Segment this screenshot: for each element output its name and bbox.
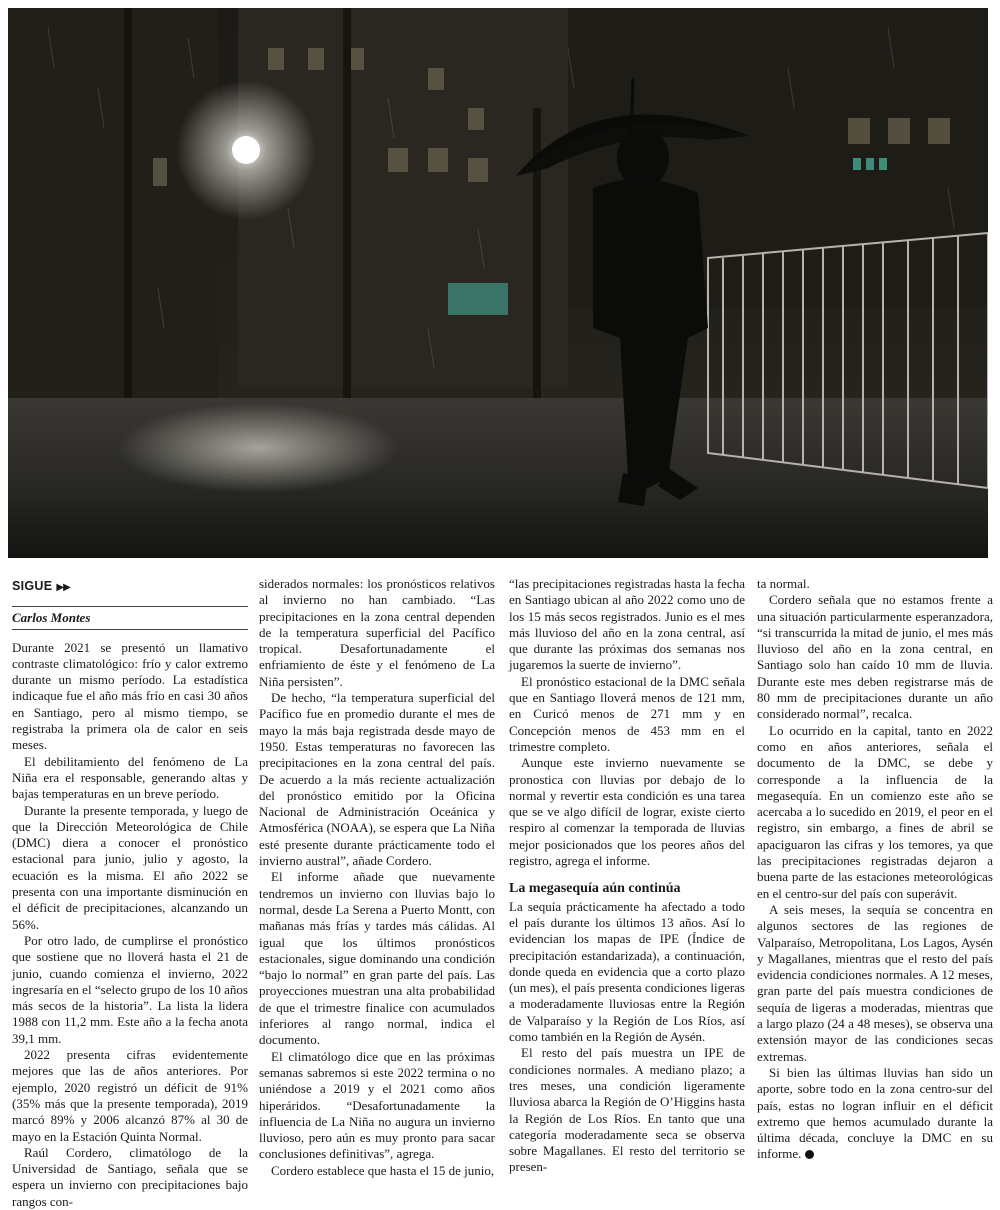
paragraph: Durante 2021 se presentó un llamativo contraste climatológico: frío y calor extremo durante un mismo período. La estadística indicaque fue el año más frío en casi 30 años en Santiago, pero al mismo tiempo, se registraba la primera ola de calor en seis meses. [12,639,248,753]
paragraph: El climatólogo dice que en las próximas semanas sabremos si este 2022 termina o no uniéndose a 2019 y el 2021 como años hiperáridos. “Desafortunadamente la influencia de La Niña no augura un invierno lluvioso, pero aún es muy pronto para sacar conclusiones definitivas”, agrega. [259,1048,495,1162]
paragraph: 2022 presenta cifras evidentemente mejores que las de años anteriores. Por ejemplo, 2020 registró un déficit de 91% (35% más que la presente temporada), 2019 marcó 89% y 2006 alcanzó 87% al 30 de mayo en la Estación Quinta Normal. [12,1047,248,1144]
paragraph: El informe añade que nuevamente tendremos un invierno con lluvias bajo lo normal, desde La Serena a Puerto Montt, con mañanas más frías y tardes más cálidas. Al igual que los últimos pronósticos estacionales, sigue dominando una condición “bajo lo normal” en gran parte del país. Las proyecciones muestran una alta probabilidad de que el trimestre finalice con acumulados inferiores al rango normal, indica el documento. [259,869,495,1048]
text-column-4 [757,576,993,1163]
end-of-article-dot-icon [805,1150,814,1159]
paragraph: De hecho, “la temperatura superficial del Pacífico fue en promedio durante el mes de mayo la más baja registrada desde mayo de 1950. Estas temperaturas no favorecen las precipitaciones en la zona central del país. De acuerdo a la más reciente actualización del pronóstico emitido por la Oficina Nacional de Administración Oceánica y Atmosférica (NOAA), se espera que La Niña esté presente durante prácticamente todo el invierno austral”, añade Cordero. [259,690,495,869]
paragraph: Cordero establece que hasta el 15 de junio, [271,1162,495,1178]
paragraph: A seis meses, la sequía se concentra en algunos sectores de las regiones de Valparaíso, Metropolitana, Los Lagos, Aysén y Magallanes, mientras que el resto del país evidencia condiciones normales. A 12 meses, gran parte del país muestra condiciones de sequía de ligeras a moderadas, mientras que a largo plazo (24 a 48 meses), se observa una extensión mayor de las condiciones secas extremas. [757,901,993,1064]
paragraph: ta normal. [757,576,810,591]
double-triangle-right-icon: ▶▶ [56,582,70,593]
text-column-2 [259,576,495,1179]
text-column-1 [12,576,248,1210]
text-column-3 [509,576,745,1176]
paragraph-text: Si bien las últimas lluvias han sido un aporte, sobre todo en la zona centro-sur del país, estas no logran influir en el déficit extremo que hemos acumulado durante la última década, concluye la DMC en su informe. [757,1064,993,1162]
paragraph: Por otro lado, de cumplirse el pronóstico que sostiene que no lloverá hasta el 21 de junio, cuando comienza el invierno, 2022 ingresaría en el “selecto grupo de los 10 años más secos de la historia”. La lista la lidera 1988 con 11,2 mm. Este año a la fecha anota 39,1 mm. [12,932,248,1046]
author-byline: Carlos Montes [12,606,248,629]
paragraph: Durante la presente temporada, y luego de que la Dirección Meteorológica de Chile (DMC) diera a conocer el pronóstico estacional para junio, julio y agosto, la ecuación es la misma. El año 2022 se presenta con una importante disminución en el déficit de precipitaciones, alcanzando un 56%. [12,802,248,932]
kicker-label: SIGUE [12,579,53,593]
kicker [12,578,248,596]
paragraph: “las precipitaciones registradas hasta la fecha en Santiago ubican al año 2022 como uno de los 15 más secos registrados. Junio es el mes más lluvioso del año en la zona central, así que durante las próximas dos semanas nos jugaremos la suerte de invierno”. [509,576,745,673]
paragraph: siderados normales: los pronósticos relativos al invierno no han cambiado. “Las precipitaciones en la zona central dependen de la temperatura superficial del Pacífico tropical. Desafortunadamente el enfriamiento de éste y el fenómeno de La Niña persisten”. [259,576,495,689]
paragraph: Raúl Cordero, climatólogo de la Universidad de Santiago, señala que se espera un invierno con precipitaciones bajo rangos con- [12,1144,248,1209]
paragraph: Aunque este invierno nuevamente se pronostica con lluvias por debajo de lo normal y revertir esta condición es una tarea que se ve algo difícil de lograr, existe cierto respiro al comenzar la temporada de lluvias mejor posicionados que los peores años del registro, agrega el informe. [509,755,745,869]
article-photo [8,8,988,558]
paragraph: El debilitamiento del fenómeno de La Niña era el responsable, generando altas y bajas temperaturas en un breve período. [12,753,248,802]
paragraph: Lo ocurrido en la capital, tanto en 2022 como en años anteriores, señala el documento de la DMC, se debe y corresponde a la influencia de la megasequía. En un comienzo este año se acercaba a lo sucedido en 2019, el peor en el registro, sin embargo, a fines de abril se apaciguaron las cifras y los temores, ya que las precipitaciones registradas dejaron a buena parte de las estaciones meteorológicas en el centro-sur del país con superávit. [757,722,993,901]
paragraph: El resto del país muestra un IPE de condiciones normales. A mediano plazo; a tres meses, una condición ligeramente lluviosa abarca la Región de O’Higgins hasta la Región de Los Ríos. En tanto que una categoría moderadamente seca se observa sobre Magallanes. El resto del territorio se presen- [509,1045,745,1175]
paragraph: La sequía prácticamente ha afectado a todo el país durante los últimos 13 años. Así lo evidencian los mapas de IPE (Índice de precipitación estandarizada), a continuación, donde queda en evidencia que a corto plazo (un mes), el país presenta condiciones ligeras a moderadamente lluviosas entre la Región de Valparaíso y la Región de Los Ríos, así como también en la Región de Aysén. [509,898,745,1045]
subheading: La megasequía aún continúa [509,881,681,897]
paragraph: Cordero señala que no estamos frente a una situación particularmente esperanzadora, “si transcurrida la mitad de junio, el mes más lluvioso del año en la zona central, en Santiago solo han caído 10 mm de lluvia. Durante este mes deben registrarse más de 80 mm de precipitaciones durante un año considerado normal”, recalca. [757,592,993,722]
paragraph: El pronóstico estacional de la DMC señala que en Santiago lloverá menos de 121 mm, en Curicó menos de 271 mm y en Concepción menos de 453 mm en el trimestre completo. [509,673,745,754]
paragraph [757,1065,993,1163]
